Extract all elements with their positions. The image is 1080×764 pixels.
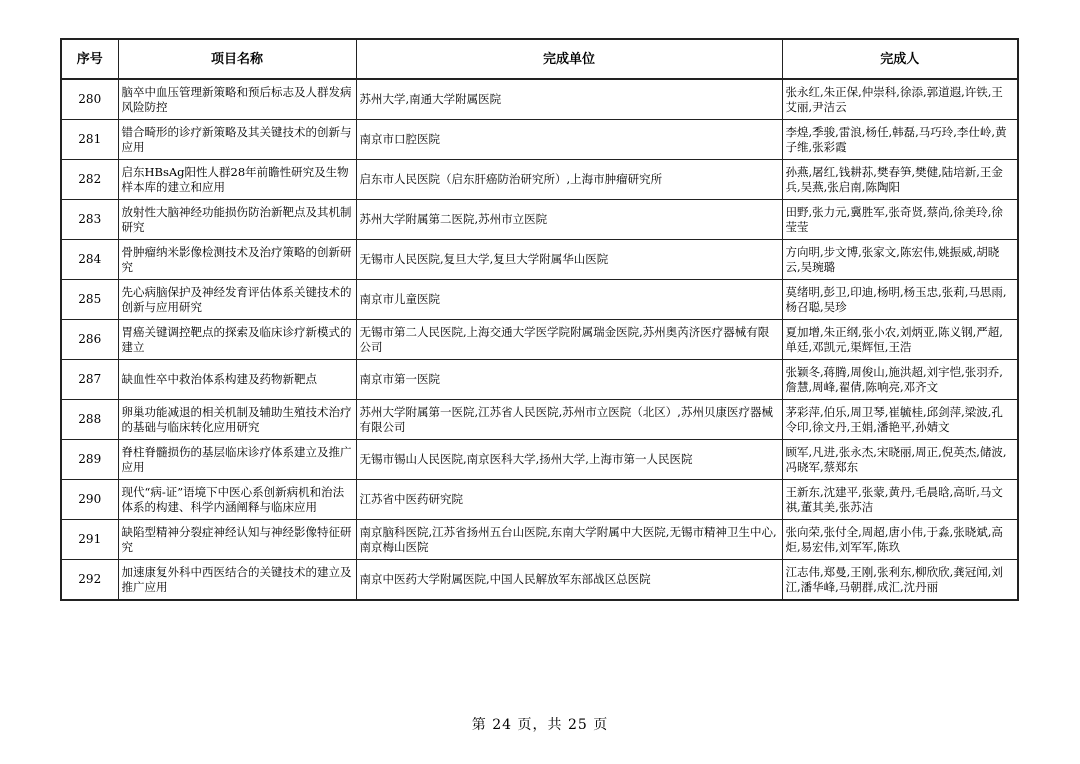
table-row	[61, 79, 1018, 120]
project-name: 缺陷型精神分裂症神经认知与神经影像特征研究	[118, 520, 356, 560]
table-row	[61, 400, 1018, 440]
completion-people: 顾军,凡进,张永杰,宋晓丽,周正,倪英杰,储波,冯晓军,蔡郑东	[782, 440, 1018, 480]
row-number: 286	[61, 320, 118, 360]
project-name: 放射性大脑神经功能损伤防治新靶点及其机制研究	[118, 200, 356, 240]
project-name: 卵巢功能减退的相关机制及辅助生殖技术治疗的基础与临床转化应用研究	[118, 400, 356, 440]
table-row	[61, 360, 1018, 400]
row-number: 283	[61, 200, 118, 240]
completion-unit: 南京脑科医院,江苏省扬州五台山医院,东南大学附属中大医院,无锡市精神卫生中心,南京梅山医院	[356, 520, 782, 560]
row-number: 292	[61, 560, 118, 601]
project-name: 启东HBsAg阳性人群28年前瞻性研究及生物样本库的建立和应用	[118, 160, 356, 200]
header-project-name: 项目名称	[118, 39, 356, 79]
table-row	[61, 320, 1018, 360]
completion-unit: 苏州大学附属第二医院,苏州市立医院	[356, 200, 782, 240]
completion-people: 张永红,朱正保,仲崇科,徐添,郭道遐,许铁,王艾丽,尹洁云	[782, 79, 1018, 120]
header-completion-unit: 完成单位	[356, 39, 782, 79]
project-name: 缺血性卒中救治体系构建及药物新靶点	[118, 360, 356, 400]
completion-unit: 苏州大学,南通大学附属医院	[356, 79, 782, 120]
completion-people: 李煌,季骏,雷浪,杨任,韩磊,马巧玲,李仕岭,黄子维,张彩霞	[782, 120, 1018, 160]
header-row	[61, 39, 1018, 79]
completion-unit: 苏州大学附属第一医院,江苏省人民医院,苏州市立医院（北区）,苏州贝康医疗器械有限公司	[356, 400, 782, 440]
row-number: 281	[61, 120, 118, 160]
table-row	[61, 480, 1018, 520]
completion-unit: 无锡市第二人民医院,上海交通大学医学院附属瑞金医院,苏州奥芮济医疗器械有限公司	[356, 320, 782, 360]
row-number: 284	[61, 240, 118, 280]
completion-people: 茅彩萍,伯乐,周卫琴,崔毓桂,邱剑萍,梁波,孔令印,徐文丹,王娟,潘艳平,孙婧文	[782, 400, 1018, 440]
project-name: 脑卒中血压管理新策略和预后标志及人群发病风险防控	[118, 79, 356, 120]
completion-people: 方向明,步文博,张家文,陈宏伟,姚振威,胡晓云,吴琬璐	[782, 240, 1018, 280]
completion-people: 江志伟,郑曼,王刚,张利东,柳欣欣,龚冠闻,刘江,潘华峰,马朝群,成汇,沈丹丽	[782, 560, 1018, 601]
completion-unit: 无锡市锡山人民医院,南京医科大学,扬州大学,上海市第一人民医院	[356, 440, 782, 480]
row-number: 280	[61, 79, 118, 120]
project-name: 先心病脑保护及神经发育评估体系关键技术的创新与应用研究	[118, 280, 356, 320]
table-row	[61, 120, 1018, 160]
completion-people: 孙燕,屠红,钱耕荪,樊春笋,樊健,陆培新,王金兵,吴燕,张启南,陈陶阳	[782, 160, 1018, 200]
completion-unit: 无锡市人民医院,复旦大学,复旦大学附属华山医院	[356, 240, 782, 280]
table-row	[61, 200, 1018, 240]
table-row	[61, 560, 1018, 601]
completion-unit: 南京市第一医院	[356, 360, 782, 400]
row-number: 287	[61, 360, 118, 400]
completion-people: 田野,张力元,冀胜军,张奇贤,蔡尚,徐美玲,徐莹莹	[782, 200, 1018, 240]
table-row	[61, 280, 1018, 320]
table-row	[61, 160, 1018, 200]
completion-unit: 南京市口腔医院	[356, 120, 782, 160]
project-name: 胃癌关键调控靶点的探索及临床诊疗新模式的建立	[118, 320, 356, 360]
project-name: 加速康复外科中西医结合的关键技术的建立及推广应用	[118, 560, 356, 601]
row-number: 289	[61, 440, 118, 480]
project-name: 脊柱脊髓损伤的基层临床诊疗体系建立及推广应用	[118, 440, 356, 480]
completion-people: 夏加增,朱正纲,张小农,刘炳亚,陈义钢,严超,单廷,邓凯元,渠辉恒,王浩	[782, 320, 1018, 360]
project-name: 骨肿瘤纳米影像检测技术及治疗策略的创新研究	[118, 240, 356, 280]
completion-people: 张向荣,张付全,周超,唐小伟,于淼,张晓斌,高炬,易宏伟,刘军军,陈玖	[782, 520, 1018, 560]
project-name: 错合畸形的诊疗新策略及其关键技术的创新与应用	[118, 120, 356, 160]
table-row	[61, 240, 1018, 280]
completion-unit: 江苏省中医药研究院	[356, 480, 782, 520]
completion-people: 张颖冬,蒋腾,周俊山,施洪超,刘宇恺,张羽乔,詹慧,周峰,翟倩,陈响亮,邓齐文	[782, 360, 1018, 400]
awards-table	[60, 38, 1019, 601]
completion-unit: 启东市人民医院（启东肝癌防治研究所）,上海市肿瘤研究所	[356, 160, 782, 200]
completion-unit: 南京市儿童医院	[356, 280, 782, 320]
page-footer: 第 24 页，共 25 页	[471, 717, 609, 733]
project-name: 现代“病-证”语境下中医心系创新病机和治法体系的构建、科学内涵阐释与临床应用	[118, 480, 356, 520]
row-number: 290	[61, 480, 118, 520]
completion-people: 莫绪明,彭卫,印迪,杨明,杨玉忠,张莉,马思雨,杨召聪,吴珍	[782, 280, 1018, 320]
table-row	[61, 520, 1018, 560]
table-row	[61, 440, 1018, 480]
header-completion-people: 完成人	[782, 39, 1018, 79]
row-number: 285	[61, 280, 118, 320]
header-serial-number: 序号	[61, 39, 118, 79]
row-number: 288	[61, 400, 118, 440]
row-number: 282	[61, 160, 118, 200]
completion-unit: 南京中医药大学附属医院,中国人民解放军东部战区总医院	[356, 560, 782, 601]
row-number: 291	[61, 520, 118, 560]
completion-people: 王新东,沈建平,张蒙,黄丹,毛晨晗,高昕,马文祺,董其美,张苏洁	[782, 480, 1018, 520]
